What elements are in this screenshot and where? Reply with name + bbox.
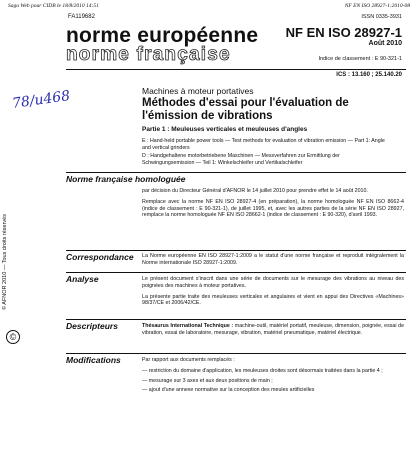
title-norme-europeenne: norme européenne: [66, 24, 259, 47]
section-body-homologuee: [142, 188, 404, 223]
section-title-modifications: Modifications: [66, 355, 121, 365]
classification-index: Indice de classement : E 90-321-1: [318, 56, 402, 62]
section-rule: [66, 172, 406, 173]
section-rule: [66, 250, 406, 251]
copyright-icon: ©: [6, 330, 20, 344]
copyright-side-text: © AFNOR 2010 — Tous droits réservés: [2, 214, 8, 310]
section-title-correspondance: Correspondance: [66, 252, 134, 262]
title-norme-francaise: norme française: [66, 44, 231, 65]
header-rule: [66, 69, 406, 70]
section-rule: [66, 353, 406, 354]
section-title-analyse: Analyse: [66, 274, 99, 284]
descripteurs-label: Thésaurus International Technique :: [142, 323, 234, 329]
section-body-modifications: [142, 357, 404, 397]
section-body-analyse: [142, 276, 404, 311]
section-title-descripteurs: Descripteurs: [66, 321, 118, 331]
homologuee-p2: Remplace avec la norme NF EN ISO 28927-4 (en préparation), la norme homologuée NF EN ISO 8662-4 (indice de classement : E 90-321-1), de juillet 1995, et, avec les autres parties de la série NF EN ISO 28927, remplace la norme homologuée NF EN ISO 28662-1 (indice de classement : E 90-320), d'avril 1993.: [142, 198, 404, 219]
german-title: D : Handgehaltene motorbetriebene Maschinen — Messverfahren zur Ermittlung der Schwingungsemission — Teil 1: Winkelschleifer und Vertikalschleifer: [142, 153, 340, 166]
list-item: — ajout d'une annexe normative sur la conception des meules artificielles: [142, 387, 315, 394]
correspondance-p1: La Norme européenne EN ISO 28927-1:2009 a le statut d'une norme française et reproduit intégralement la Norme internationale ISO 28927-1:2009.: [142, 253, 404, 266]
section-rule: [66, 319, 406, 320]
section-body-descripteurs: [142, 323, 404, 341]
section-rule: [66, 272, 406, 273]
issn: ISSN 0335-3931: [361, 14, 402, 20]
homologuee-p1: par décision du Directeur Général d'AFNOR le 14 juillet 2010 pour prendre effet le 14 août 2010.: [142, 188, 368, 194]
section-body-correspondance: [142, 253, 404, 271]
analyse-p2: La présente partie traite des meuleuses verticales et angulaires et vient en appui des Directives «Machines» 98/37/CE et 2006/42/CE.: [142, 293, 404, 307]
standard-code: NF EN ISO 28927-1: [285, 25, 402, 40]
list-item: — mesurage sur 3 axes et aux deux positions de main ;: [142, 377, 273, 384]
modifications-intro: Par rapport aux documents remplacés :: [142, 357, 235, 363]
standard-date: Août 2010: [368, 40, 402, 47]
print-header-right: NF EN ISO 28927-1:2010-08: [344, 3, 410, 9]
reference-number: FA119682: [68, 14, 95, 20]
handwritten-annotation: 78/u468: [11, 88, 72, 112]
doc-subject: Machines à moteur portatives: [142, 86, 254, 96]
doc-part: Partie 1 : Meuleuses verticales et meuleuses d'angles: [142, 126, 308, 133]
section-title-homologuee: Norme française homologuée: [66, 174, 186, 184]
descripteurs-text: machine-outil, matériel portatif, meuleuse, dimension, poignée, essai de vibration, essai de laboratoire, mesurage, vibration, matériel pneumatique, matériel électrique.: [142, 323, 405, 336]
print-header-left: Saga Web pour CIDB le 18/8/2010 14:51: [8, 3, 99, 9]
analyse-p1: Le présent document s'inscrit dans une série de documents sur le mesurage des vibrations au niveau des poignées des machines à moteur portatives.: [142, 276, 404, 289]
english-title: E : Hand-held portable power tools — Test methods for evaluation of vibration emission — Part 1: Angle and vertical grinders: [142, 138, 385, 151]
doc-title: Méthodes d'essai pour l'évaluation de l'émission de vibrations: [142, 97, 349, 122]
ics-code: ICS : 13.160 ; 25.140.20: [336, 72, 402, 78]
list-item: — restriction du domaine d'application, les meuleuses droites sont désormais traitées dans la partie 4 ;: [142, 367, 383, 374]
